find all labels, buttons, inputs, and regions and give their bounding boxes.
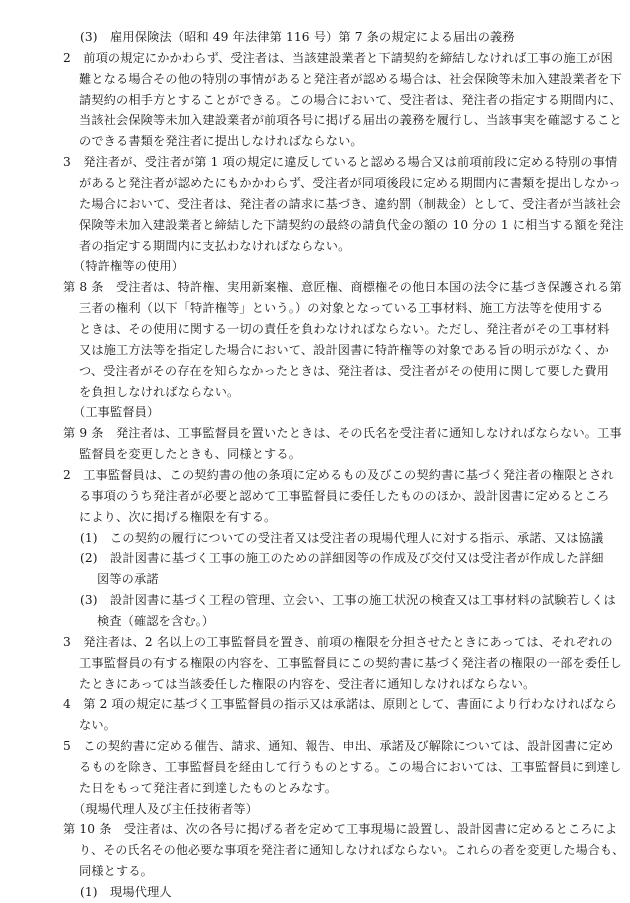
text-line: た日をもって発注者に到達したものとみなす。 xyxy=(79,780,338,795)
text-line: たときにあっては当該委任した権限の内容を、受注者に通知しなければならない。 xyxy=(79,676,536,691)
text-line: 又は施工方法等を指定した場合において、設計図書に特許権等の対象である旨の明示がなく、か xyxy=(79,342,610,357)
text-line: るものを除き、工事監督員を経由して行うものとする。この場合においては、工事監督員に到達し xyxy=(79,759,622,774)
article-heading: 第 8 条 受注者は、特許権、実用新案権、意匠権、商標権その他日本国の法令に基づき保護される第 xyxy=(63,280,622,295)
text-line: 同様とする。 xyxy=(79,864,154,879)
text-line: 三者の権利（以下「特許権等」という。）の対象となっている工事材料、施工方法等を使用する xyxy=(79,301,604,316)
text-line: 図等の承諾 xyxy=(97,572,159,587)
article-heading: 第 10 条 受注者は、次の各号に掲げる者を定めて工事現場に設置し、設計図書に定めるところによ xyxy=(63,822,618,837)
article-heading: 第 9 条 発注者は、工事監督員を置いたときは、その氏名を受注者に通知しなければならない。工事 xyxy=(63,426,622,441)
text-line: 3 発注者は、2 名以上の工事監督員を置き、前項の権限を分担させたときにあっては、それぞれの xyxy=(63,634,613,649)
text-line: つ、受注者がその存在を知らなかったときは、発注者は、受注者がその使用に関して要した費用 xyxy=(79,363,610,378)
text-line: 2 工事監督員は、この契約書の他の条項に定めるもの及びこの契約書に基づく発注者の権限とされ xyxy=(63,467,614,482)
text-line: 2 前項の規定にかかわらず、受注者は、当該建設業者と下請契約を締結しなければ工事の施工が困 xyxy=(63,50,613,65)
text-line: を負担しなければならない。 xyxy=(79,384,240,399)
text-line: (3) 雇用保険法（昭和 49 年法律第 116 号）第 7 条の規定による届出の義務 xyxy=(80,30,515,44)
text-line: 監督員を変更したときも、同様とする。 xyxy=(79,447,302,462)
text-line: ない。 xyxy=(79,718,117,733)
text-line: 当該社会保険等未加入建設業者が前項各号に掲げる届出の義務を履行し、当該事実を確認すること xyxy=(79,113,622,128)
list-item: (2) 設計図書に基づく工事の施工のための詳細図等の作成及び交付又は受注者が作成した詳細 xyxy=(80,551,604,566)
text-line: た場合において、受注者は、発注者の請求に基づき、違約罰（制裁金）として、受注者が当該社会 xyxy=(79,196,621,211)
section-heading: （工事監督員） xyxy=(73,405,160,420)
section-heading: （特許権等の使用） xyxy=(73,259,185,274)
list-item: (1) この契約の履行についての受注者又は受注者の現場代理人に対する指示、承諾、又は協議 xyxy=(80,530,604,545)
text-line: 難となる場合その他の特別の事情があると発注者が認める場合は、社会保険等未加入建設業者を下 xyxy=(79,71,622,86)
list-item: (1) 現場代理人 xyxy=(80,885,172,899)
text-line: 5 この契約書に定める催告、請求、通知、報告、申出、承諾及び解除については、設計図書に定め xyxy=(63,739,614,753)
text-line: 3 発注者が、受注者が第 1 項の規定に違反していると認める場合又は前項前段に定める特別の事情 xyxy=(63,155,618,170)
text-line: 請契約の相手方とすることができる。この場合において、受注者は、発注者の指定する期間内に、 xyxy=(79,92,622,107)
text-line: る事項のうち発注者が必要と認めて工事監督員に委任したもののほか、設計図書に定めるところ xyxy=(79,488,610,503)
text-line: り、その氏名その他必要な事項を発注者に通知しなければならない。これらの者を変更した場合も、 xyxy=(79,843,625,858)
section-heading: （現場代理人及び主任技術者等） xyxy=(73,801,259,816)
text-line: ときは、その使用に関する一切の責任を負わなければならない。ただし、発注者がその工事材料 xyxy=(79,322,610,336)
text-line: のできる書類を発注者に提出しなければならない。 xyxy=(79,134,363,149)
list-item: (3) 設計図書に基づく工程の管理、立会い、工事の施工状況の検査又は工事材料の試験若しくは xyxy=(80,593,616,607)
text-line: があると発注者が認めたにもかかわらず、受注者が同項後段に定める期間内に書類を提出しなかっ xyxy=(79,176,621,190)
text-line: 保険等未加入建設業者と締結した下請契約の最終の請負代金の額の 10 分の 1 に相当する額を発注 xyxy=(79,217,624,232)
text-line: 検査（確認を含む。） xyxy=(97,613,215,628)
text-line: により、次に掲げる権限を有する。 xyxy=(79,509,277,524)
text-line: 工事監督員の有する権限の内容を、工事監督員にこの契約書に基づく発注者の権限の一部を委任し xyxy=(79,655,622,670)
text-line: 4 第 2 項の規定に基づく工事監督員の指示又は承諾は、原則として、書面により行わなければなら xyxy=(63,697,618,712)
text-line: 者の指定する期間内に支払わなければならない。 xyxy=(79,238,351,253)
